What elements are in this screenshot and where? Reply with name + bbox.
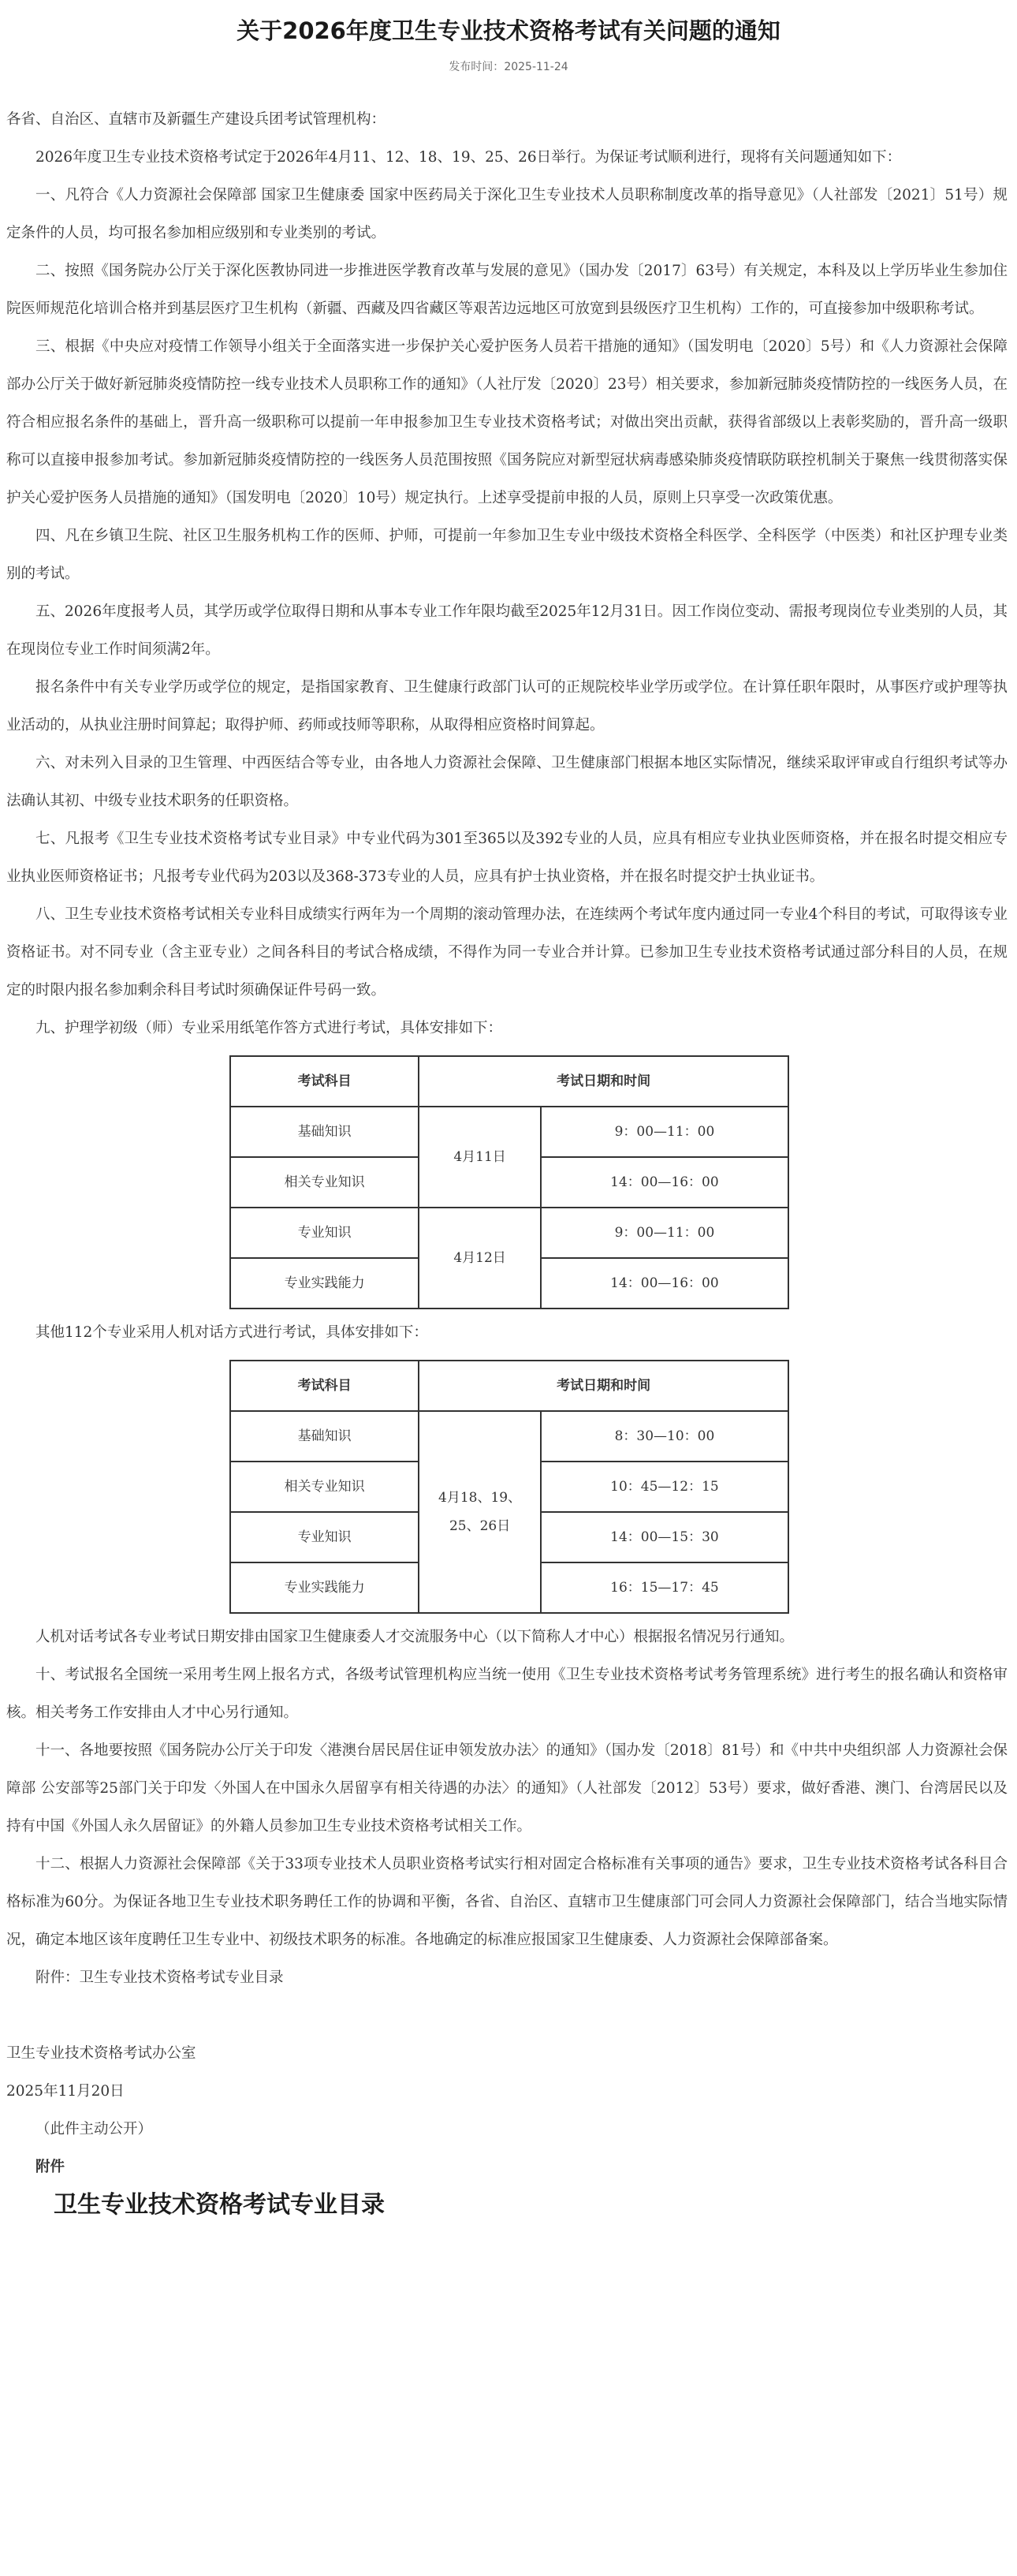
publish-date-line (0, 58, 1017, 76)
exam-date-cell: 4月11日 (419, 1107, 541, 1208)
exam-time-cell: 10：45—12：15 (541, 1462, 788, 1512)
paragraph-item-6: 六、对未列入目录的卫生管理、中西医结合等专业，由各地人力资源社会保障、卫生健康部门根据本地区实际情况，继续采取评审或自行组织考试等办法确认其初、中级专业技术职务的任职资格。 (6, 755, 1008, 809)
exam-subject-cell: 专业实践能力 (230, 1562, 419, 1613)
publish-date: 2025-11-24 (504, 61, 568, 73)
disclosure-note: （此件主动公开） (35, 2121, 153, 2137)
exam-date-cell: 4月12日 (419, 1208, 541, 1309)
table-header-row (230, 1361, 788, 1411)
exam-subject-cell: 基础知识 (230, 1411, 419, 1462)
signature-date: 2025年11月20日 (6, 2083, 125, 2100)
table-header-row (230, 1056, 788, 1107)
paragraph-computer-exam-note: 人机对话考试各专业考试日期安排由国家卫生健康委人才交流服务中心（以下简称人才中心）根据报名情况另行通知。 (35, 1629, 795, 1645)
paragraph-intro: 2026年度卫生专业技术资格考试定于2026年4月11、12、18、19、25、26日举行。为保证考试顺利进行，现将有关问题通知如下： (35, 149, 902, 166)
exam-date-line: 4月18、19、 (438, 1490, 522, 1506)
exam-subject-cell: 专业知识 (230, 1512, 419, 1562)
table-row (230, 1107, 788, 1157)
paragraph-computer-exam-intro: 其他112个专业采用人机对话方式进行考试，具体安排如下： (35, 1324, 428, 1341)
paragraph-item-5-detail: 报名条件中有关专业学历或学位的规定，是指国家教育、卫生健康行政部门认可的正规院校毕业学历或学位。在计算任职年限时，从事医疗或护理等执业活动的，从执业注册时间算起；取得护师、药师或技师等职称，从取得相应资格时间算起。 (6, 679, 1008, 734)
table-header-subject: 考试科目 (230, 1361, 419, 1411)
paragraph-item-4: 四、凡在乡镇卫生院、社区卫生服务机构工作的医师、护师，可提前一年参加卫生专业中级技术资格全科医学、全科医学（中医类）和社区护理专业类别的考试。 (6, 528, 1008, 582)
exam-time-cell: 9：00—11：00 (541, 1208, 788, 1258)
exam-time-cell: 14：00—15：30 (541, 1512, 788, 1562)
paragraph-item-8: 八、卫生专业技术资格考试相关专业科目成绩实行两年为一个周期的滚动管理办法，在连续两个考试年度内通过同一专业4个科目的考试，可取得该专业资格证书。对不同专业（含主亚专业）之间各科目的考试合格成绩，不得作为同一专业合并计算。已参加卫生专业技术资格考试通过部分科目的人员，在规定的时限内报名参加剩余科目考试时须确保证件号码一致。 (6, 906, 1008, 999)
paragraph-item-12: 十二、根据人力资源社会保障部《关于33项专业技术人员职业资格考试实行相对固定合格标准有关事项的通告》要求，卫生专业技术资格考试各科目合格标准为60分。为保证各地卫生专业技术职务聘任工作的协调和平衡，各省、自治区、直辖市卫生健康部门可会同人力资源社会保障部门，结合当地实际情况，确定本地区该年度聘任卫生专业中、初级技术职务的标准。各地确定的标准应报国家卫生健康委、人力资源社会保障部备案。 (6, 1856, 1008, 1948)
exam-time-cell: 14：00—16：00 (541, 1258, 788, 1309)
attachment-heading: 附件 (35, 2159, 65, 2175)
exam-time-cell: 8：30—10：00 (541, 1411, 788, 1462)
paragraph-item-10: 十、考试报名全国统一采用考生网上报名方式，各级考试管理机构应当统一使用《卫生专业技术资格考试考务管理系统》进行考生的报名确认和资格审核。相关考务工作安排由人才中心另行通知。 (6, 1667, 1008, 1721)
exam-time-cell: 16：15—17：45 (541, 1562, 788, 1613)
table-header-datetime: 考试日期和时间 (419, 1056, 788, 1107)
exam-time-cell: 14：00—16：00 (541, 1157, 788, 1208)
paragraph-item-9: 九、护理学初级（师）专业采用纸笔作答方式进行考试，具体安排如下： (35, 1020, 503, 1036)
table-header-datetime: 考试日期和时间 (419, 1361, 788, 1411)
spacer (6, 1997, 1008, 2035)
notice-body (6, 101, 1008, 2224)
paper-exam-schedule-table (229, 1055, 789, 1309)
paragraph-item-1: 一、凡符合《人力资源社会保障部 国家卫生健康委 国家中医药局关于深化卫生专业技术人员职称制度改革的指导意见》（人社部发〔2021〕51号）规定条件的人员，均可报名参加相应级别和专业类别的考试。 (6, 187, 1008, 241)
table-row (230, 1208, 788, 1258)
exam-subject-cell: 专业实践能力 (230, 1258, 419, 1309)
attachment-reference: 附件：卫生专业技术资格考试专业目录 (35, 1969, 284, 1986)
signature-org: 卫生专业技术资格考试办公室 (6, 2045, 196, 2062)
attachment-title: 卫生专业技术资格考试专业目录 (54, 2191, 385, 2219)
exam-time-cell: 9：00—11：00 (541, 1107, 788, 1157)
exam-date-line: 25、26日 (449, 1518, 511, 1534)
paragraph-item-3: 三、根据《中央应对疫情工作领导小组关于全面落实进一步保护关心爱护医务人员若干措施的通知》（国发明电〔2020〕5号）和《人力资源社会保障部办公厅关于做好新冠肺炎疫情防控一线专业技术人员职称工作的通知》（人社厅发〔2020〕23号）相关要求，参加新冠肺炎疫情防控的一线医务人员，在符合相应报名条件的基础上，晋升高一级职称可以提前一年申报参加卫生专业技术资格考试；对做出突出贡献，获得省部级以上表彰奖励的，晋升高一级职称可以直接申报参加考试。参加新冠肺炎疫情防控的一线医务人员范围按照《国务院应对新型冠状病毒感染肺炎疫情联防联控机制关于聚焦一线贯彻落实保护关心爱护医务人员措施的通知》（国发明电〔2020〕10号）规定执行。上述享受提前申报的人员，原则上只享受一次政策优惠。 (6, 338, 1008, 506)
exam-subject-cell: 相关专业知识 (230, 1157, 419, 1208)
paragraph-item-2: 二、按照《国务院办公厅关于深化医教协同进一步推进医学教育改革与发展的意见》（国办发〔2017〕63号）有关规定，本科及以上学历毕业生参加住院医师规范化培训合格并到基层医疗卫生机构（新疆、西藏及四省藏区等艰苦边远地区可放宽到县级医疗卫生机构）工作的，可直接参加中级职称考试。 (6, 263, 1008, 317)
paragraph-item-5: 五、2026年度报考人员，其学历或学位取得日期和从事本专业工作年限均截至2025年12月31日。因工作岗位变动、需报考现岗位专业类别的人员，其在现岗位专业工作时间须满2年。 (6, 603, 1008, 658)
exam-subject-cell: 相关专业知识 (230, 1462, 419, 1512)
paragraph-item-7: 七、凡报考《卫生专业技术资格考试专业目录》中专业代码为301至365以及392专业的人员，应具有相应专业执业医师资格，并在报名时提交相应专业执业医师资格证书；凡报考专业代码为203以及368-373专业的人员，应具有护士执业资格，并在报名时提交护士执业证书。 (6, 831, 1008, 885)
publish-label: 发布时间： (449, 61, 505, 73)
table-row (230, 1411, 788, 1462)
salutation: 各省、自治区、直辖市及新疆生产建设兵团考试管理机构： (6, 111, 386, 128)
exam-date-cell (419, 1411, 541, 1613)
computer-exam-schedule-table (229, 1360, 789, 1614)
paragraph-item-11: 十一、各地要按照《国务院办公厅关于印发〈港澳台居民居住证申领发放办法〉的通知》（国办发〔2018〕81号）和《中共中央组织部 人力资源社会保障部 公安部等25部门关于印发〈外国人在中国永久居留享有相关待遇的办法〉的通知》（人社部发〔2012〕53号）要求，做好香港、澳门、台湾居民以及持有中国《外国人永久居留证》的外籍人员参加卫生专业技术资格考试相关工作。 (6, 1742, 1008, 1835)
exam-subject-cell: 基础知识 (230, 1107, 419, 1157)
table-header-subject: 考试科目 (230, 1056, 419, 1107)
exam-subject-cell: 专业知识 (230, 1208, 419, 1258)
page-title: 关于2026年度卫生专业技术资格考试有关问题的通知 (237, 17, 780, 44)
